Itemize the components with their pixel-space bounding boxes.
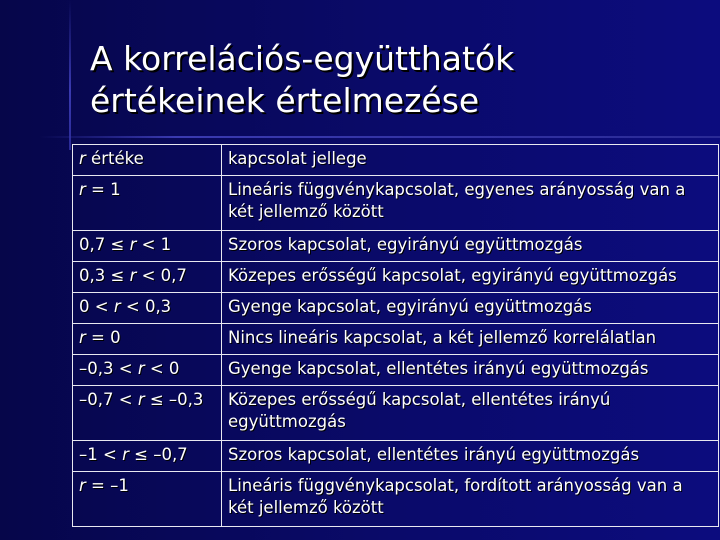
table-header-row	[73, 145, 719, 176]
table-row	[73, 293, 719, 324]
title-line-2: értékeinek értelmezése	[90, 81, 480, 120]
r-symbol: r	[122, 445, 129, 464]
r-symbol: r	[79, 476, 86, 495]
header-r-label: értéke	[85, 149, 144, 168]
r-range-cell	[73, 472, 222, 527]
relationship-cell: Szoros kapcsolat, ellentétes irányú együttmozgás	[222, 441, 719, 472]
r-range-prefix: 0,7 ≤	[79, 235, 130, 254]
relationship-cell: Lineáris függvénykapcsolat, egyenes arányosság van a két jellemző között	[222, 176, 719, 231]
table-row	[73, 324, 719, 355]
table-row	[73, 231, 719, 262]
header-cell-r-value	[73, 145, 222, 176]
table-row	[73, 472, 719, 527]
r-range-cell	[73, 293, 222, 324]
title-line-1: A korrelációs-együtthatók	[90, 39, 515, 78]
table-row	[73, 176, 719, 231]
table-row	[73, 386, 719, 441]
r-range-prefix: –0,7 <	[79, 390, 138, 409]
r-range-suffix: = –1	[85, 476, 129, 495]
relationship-cell: Lineáris függvénykapcsolat, fordított arányosság van a két jellemző között	[222, 472, 719, 527]
decorative-horizontal-line	[40, 136, 720, 138]
r-range-suffix: < 1	[136, 235, 172, 254]
r-range-cell	[73, 231, 222, 262]
r-range-suffix: ≤ –0,7	[128, 445, 188, 464]
table-row	[73, 262, 719, 293]
relationship-cell: Közepes erősségű kapcsolat, egyirányú együttmozgás	[222, 262, 719, 293]
r-range-suffix: < 0,3	[120, 297, 172, 316]
r-range-cell	[73, 355, 222, 386]
slide-title	[90, 38, 690, 122]
correlation-interpretation-table	[72, 144, 719, 527]
r-range-cell	[73, 441, 222, 472]
r-range-prefix: –0,3 <	[79, 359, 138, 378]
r-range-cell	[73, 176, 222, 231]
r-symbol: r	[137, 359, 145, 378]
r-range-suffix: = 1	[85, 180, 121, 199]
relationship-cell: Közepes erősségű kapcsolat, ellentétes irányú együttmozgás	[222, 386, 719, 441]
relationship-cell: Gyenge kapcsolat, egyirányú együttmozgás	[222, 293, 719, 324]
r-symbol: r	[79, 180, 86, 199]
r-symbol: r	[79, 328, 86, 347]
r-symbol: r	[137, 390, 145, 409]
relationship-cell: Szoros kapcsolat, egyirányú együttmozgás	[222, 231, 719, 262]
header-cell-relationship: kapcsolat jellege	[222, 145, 719, 176]
r-range-suffix: ≤ –0,3	[144, 390, 204, 409]
r-range-suffix: = 0	[85, 328, 121, 347]
r-symbol: r	[129, 266, 137, 285]
decorative-vertical-line	[69, 0, 71, 150]
relationship-cell: Nincs lineáris kapcsolat, a két jellemző korrelálatlan	[222, 324, 719, 355]
r-symbol: r	[129, 235, 137, 254]
r-range-suffix: < 0,7	[136, 266, 187, 285]
table-row	[73, 355, 719, 386]
r-range-suffix: < 0	[144, 359, 180, 378]
r-range-prefix: 0,3 ≤	[79, 266, 130, 285]
r-range-cell	[73, 262, 222, 293]
relationship-cell: Gyenge kapcsolat, ellentétes irányú együttmozgás	[222, 355, 719, 386]
table-row	[73, 441, 719, 472]
r-range-cell	[73, 386, 222, 441]
r-range-prefix: –1 <	[79, 445, 123, 464]
r-symbol: r	[79, 149, 86, 168]
r-range-prefix: 0 <	[79, 297, 114, 316]
r-range-cell	[73, 324, 222, 355]
r-symbol: r	[113, 297, 121, 316]
